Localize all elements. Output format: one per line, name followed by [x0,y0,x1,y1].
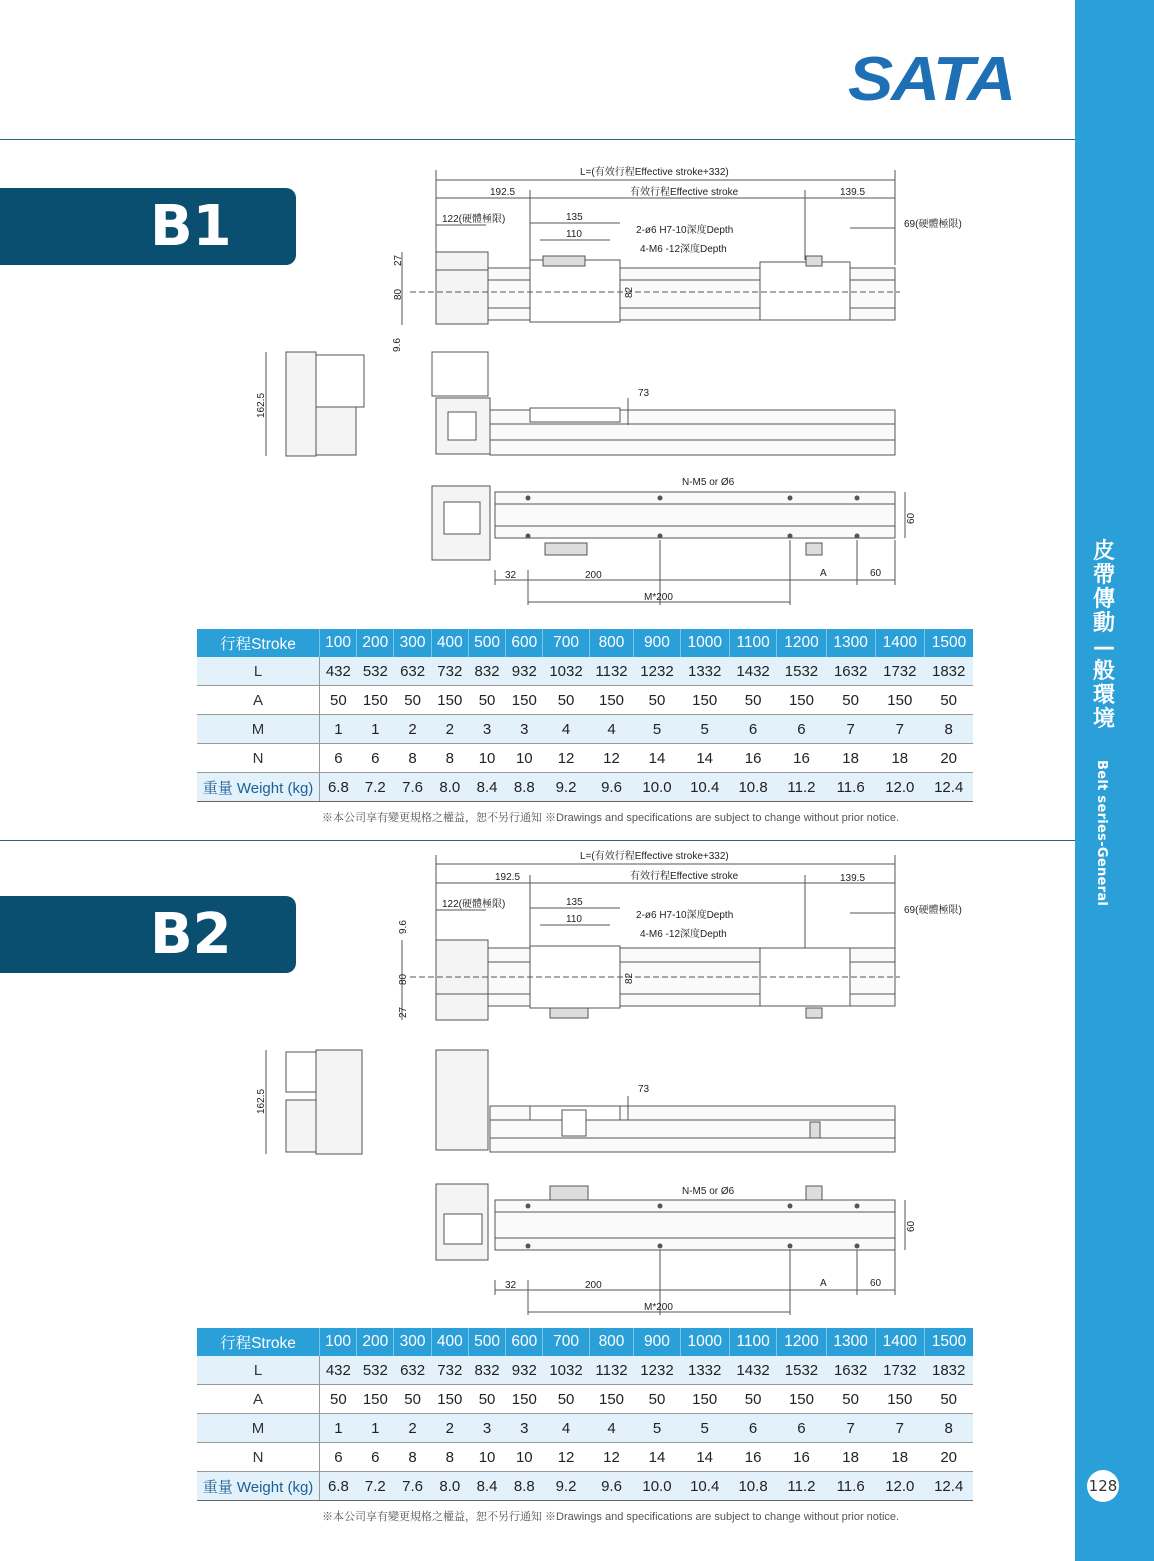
header-stroke-value: 600 [506,1328,543,1356]
table-cell: 1232 [634,1356,680,1385]
header-stroke-value: 1100 [729,1328,777,1356]
table-cell: 16 [777,744,826,773]
table-cell: 932 [506,1356,543,1385]
header-stroke-value: 1100 [729,629,777,657]
table-cell: 1032 [543,657,589,686]
table-row [197,657,973,686]
dim-60: 60 [870,1278,882,1289]
spec-table-b1 [197,629,973,802]
table-cell: 6 [357,1443,394,1472]
table-cell: 10 [468,1443,505,1472]
header-stroke-value: 700 [543,629,589,657]
table-cell: 50 [924,686,973,715]
table-cell: 6 [729,1414,777,1443]
dim-limit-right: 69(硬體極限) [904,905,962,916]
divider-middle [0,840,1075,841]
table-cell: 6 [777,715,826,744]
dim-total: L=(有效行程Effective stroke+332) [580,851,729,862]
table-cell: 150 [357,686,394,715]
dim-73: 73 [638,1084,650,1095]
dim-total: L=(有效行程Effective stroke+332) [580,167,729,178]
table-cell: 4 [543,715,589,744]
table-cell: 1432 [729,1356,777,1385]
table-cell: 8.4 [468,1472,505,1501]
table-cell: 1 [357,1414,394,1443]
header-stroke-value: 1000 [680,1328,729,1356]
header-stroke-value: 600 [506,629,543,657]
table-cell: 1232 [634,657,680,686]
table-cell: 10.0 [634,1472,680,1501]
table-cell: 1 [320,715,357,744]
table-cell: 8 [394,1443,431,1472]
table-cell: 7.2 [357,773,394,802]
table-cell: 6 [320,1443,357,1472]
dim-h80: 80 [398,973,409,985]
table-cell: 1032 [543,1356,589,1385]
table-cell: 1 [357,715,394,744]
dim-limit-left: 122(硬體極限) [442,899,506,910]
sidebar-char: 帶 [1092,563,1115,588]
dim-side-height: 162.5 [256,1088,267,1114]
table-cell: 11.6 [826,1472,875,1501]
table-cell: 150 [777,686,826,715]
table-cell: 5 [634,1414,680,1443]
table-row [197,1414,973,1443]
dim-32: 32 [505,570,517,581]
dim-side-height: 162.5 [256,392,267,418]
table-cell: 8.8 [506,773,543,802]
table-cell: 7.2 [357,1472,394,1501]
dim-w60: 60 [906,512,917,524]
dim-73: 73 [638,388,650,399]
header-stroke-value: 200 [357,629,394,657]
table-cell: 10 [506,1443,543,1472]
header-stroke-value: 1200 [777,1328,826,1356]
sidebar-char: 傳 [1092,587,1115,612]
table-cell: 6 [729,715,777,744]
disclaimer-note: ※本公司享有變更規格之權益，恕不另行通知 ※Drawings and specifications are subject to change without prior notice. [322,812,900,824]
table-row [197,1472,973,1501]
dim-right: 139.5 [840,187,866,198]
table-cell: 1632 [826,1356,875,1385]
table-cell: 50 [320,1385,357,1414]
dim-stroke: 有效行程Effective stroke [630,871,739,882]
table-cell: 4 [543,1414,589,1443]
sidebar-char: 皮 [1092,539,1115,564]
table-cell: 5 [634,715,680,744]
table-cell: 1132 [589,657,634,686]
header-stroke-value: 1000 [680,629,729,657]
table-row [197,744,973,773]
dim-stroke: 有效行程Effective stroke [630,187,739,198]
table-cell: 50 [634,1385,680,1414]
table-cell: 9.2 [543,1472,589,1501]
table-cell: 732 [431,1356,468,1385]
table-cell: 7 [826,1414,875,1443]
table-cell: 1732 [875,1356,924,1385]
table-cell: 7.6 [394,1472,431,1501]
table-cell: 1432 [729,657,777,686]
row-label: 重量 Weight (kg) [197,1472,320,1501]
dim-mount: N-M5 or Ø6 [682,477,735,488]
table-cell: 6 [777,1414,826,1443]
table-cell: 150 [777,1385,826,1414]
spec-table-b2 [197,1328,973,1501]
dim-limit-left: 122(硬體極限) [442,214,506,225]
divider-top [0,139,1075,140]
table-cell: 5 [680,1414,729,1443]
table-cell: 20 [924,1443,973,1472]
header-stroke-value: 900 [634,1328,680,1356]
dim-h9-6: 9.6 [392,338,403,352]
dim-m200: M*200 [644,592,673,603]
table-cell: 9.2 [543,773,589,802]
header-stroke-value: 300 [394,1328,431,1356]
table-cell: 10 [468,744,505,773]
table-cell: 1832 [924,657,973,686]
dim-h27: 27 [393,254,404,266]
dim-200: 200 [585,570,602,581]
table-cell: 8.8 [506,1472,543,1501]
header-stroke-value: 500 [468,1328,505,1356]
dim-slider-outer: 135 [566,897,583,908]
table-cell: 4 [589,715,634,744]
table-cell: 14 [634,1443,680,1472]
table-cell: 12 [589,1443,634,1472]
table-cell: 10.0 [634,773,680,802]
table-cell: 12.4 [924,773,973,802]
table-cell: 6.8 [320,1472,357,1501]
table-cell: 1532 [777,1356,826,1385]
table-cell: 16 [729,1443,777,1472]
table-cell: 16 [777,1443,826,1472]
table-cell: 150 [431,686,468,715]
table-cell: 9.6 [589,1472,634,1501]
table-cell: 14 [680,744,729,773]
table-cell: 8 [924,1414,973,1443]
table-cell: 50 [634,686,680,715]
table-row [197,715,973,744]
table-cell: 50 [468,1385,505,1414]
dim-h82: 82 [624,972,635,984]
table-cell: 2 [394,1414,431,1443]
table-cell: 2 [394,715,431,744]
table-cell: 8.4 [468,773,505,802]
table-cell: 50 [394,1385,431,1414]
table-cell: 8 [431,744,468,773]
table-cell: 7 [875,715,924,744]
table-row [197,1385,973,1414]
dim-hole1: 2-ø6 H7-10深度Depth [636,910,734,921]
table-cell: 11.2 [777,1472,826,1501]
table-cell: 5 [680,715,729,744]
table-cell: 8 [431,1443,468,1472]
table-cell: 10.8 [729,1472,777,1501]
table-cell: 1132 [589,1356,634,1385]
table-cell: 50 [826,1385,875,1414]
table-cell: 16 [729,744,777,773]
table-cell: 3 [468,715,505,744]
header-stroke-value: 1400 [875,1328,924,1356]
header-stroke-value: 500 [468,629,505,657]
table-cell: 150 [431,1385,468,1414]
dim-slider-outer: 135 [566,212,583,223]
table-cell: 9.6 [589,773,634,802]
row-label: N [197,1443,320,1472]
dim-limit-right: 69(硬體極限) [904,219,962,230]
row-label: L [197,1356,320,1385]
dim-h82: 82 [624,286,635,298]
header-stroke-value: 200 [357,1328,394,1356]
model-tag-b1: B1 [0,188,296,265]
table-cell: 3 [468,1414,505,1443]
table-cell: 150 [589,1385,634,1414]
table-cell: 832 [468,1356,505,1385]
table-header-row [197,1328,973,1356]
header-stroke-value: 400 [431,629,468,657]
header-stroke-label: 行程Stroke [197,1328,320,1356]
row-label: 重量 Weight (kg) [197,773,320,802]
table-cell: 50 [826,686,875,715]
dim-60: 60 [870,568,882,579]
header-stroke-value: 800 [589,629,634,657]
table-cell: 632 [394,657,431,686]
page-number: 128 [1087,1470,1119,1502]
table-cell: 1632 [826,657,875,686]
row-label: A [197,686,320,715]
table-cell: 6 [320,744,357,773]
table-cell: 150 [875,686,924,715]
table-cell: 11.2 [777,773,826,802]
dim-w60: 60 [906,1220,917,1232]
dim-a: A [820,1278,827,1289]
table-cell: 8 [924,715,973,744]
sata-logo [848,50,1014,104]
table-cell: 1332 [680,657,729,686]
table-cell: 12 [543,1443,589,1472]
table-cell: 6 [357,744,394,773]
table-cell: 432 [320,657,357,686]
table-cell: 4 [589,1414,634,1443]
table-cell: 8.0 [431,773,468,802]
table-cell: 12 [543,744,589,773]
table-cell: 6.8 [320,773,357,802]
table-cell: 532 [357,1356,394,1385]
table-cell: 150 [589,686,634,715]
dim-hole2: 4-M6 -12深度Depth [640,244,727,255]
sidebar-band [1075,0,1154,1561]
disclaimer-note: ※本公司享有變更規格之權益，恕不另行通知 ※Drawings and specifications are subject to change without prior notice. [322,1511,900,1523]
header-stroke-value: 800 [589,1328,634,1356]
table-row [197,686,973,715]
table-cell: 50 [543,1385,589,1414]
header-stroke-value: 1300 [826,629,875,657]
table-cell: 11.6 [826,773,875,802]
header-stroke-value: 1500 [924,1328,973,1356]
header-stroke-value: 1400 [875,629,924,657]
table-cell: 1732 [875,657,924,686]
table-cell: 1332 [680,1356,729,1385]
table-cell: 150 [506,1385,543,1414]
header-stroke-value: 100 [320,629,357,657]
header-stroke-label: 行程Stroke [197,629,320,657]
table-cell: 832 [468,657,505,686]
table-cell: 50 [729,686,777,715]
sidebar-char: — [1093,635,1115,660]
dim-left: 192.5 [495,872,521,883]
table-cell: 18 [875,1443,924,1472]
table-cell: 2 [431,1414,468,1443]
table-cell: 12.4 [924,1472,973,1501]
dim-mount: N-M5 or Ø6 [682,1186,735,1197]
table-cell: 532 [357,657,394,686]
sidebar-title-cn [1090,540,1118,732]
table-row [197,1356,973,1385]
table-cell: 1832 [924,1356,973,1385]
table-cell: 150 [506,686,543,715]
table-cell: 150 [875,1385,924,1414]
table-cell: 8 [394,744,431,773]
table-cell: 432 [320,1356,357,1385]
dim-right: 139.5 [840,873,866,884]
table-cell: 7 [875,1414,924,1443]
dim-hole2: 4-M6 -12深度Depth [640,929,727,940]
table-cell: 18 [875,744,924,773]
row-label: L [197,657,320,686]
table-cell: 150 [680,1385,729,1414]
table-cell: 50 [543,686,589,715]
table-cell: 50 [394,686,431,715]
dim-h27: 27 [398,1006,409,1018]
header-stroke-value: 900 [634,629,680,657]
table-cell: 932 [506,657,543,686]
table-row [197,1443,973,1472]
table-cell: 18 [826,1443,875,1472]
dim-h9-6: 9.6 [398,920,409,934]
header-stroke-value: 700 [543,1328,589,1356]
header-stroke-value: 1300 [826,1328,875,1356]
header-stroke-value: 1200 [777,629,826,657]
table-cell: 50 [924,1385,973,1414]
header-stroke-value: 1500 [924,629,973,657]
sidebar-char: 環 [1092,683,1115,708]
sidebar-char: 境 [1092,707,1115,732]
header-stroke-value: 100 [320,1328,357,1356]
dim-left: 192.5 [490,187,516,198]
table-cell: 20 [924,744,973,773]
sidebar-title-en: Belt series-General [1094,760,1109,907]
table-cell: 10.8 [729,773,777,802]
dim-32: 32 [505,1280,517,1291]
sidebar-char: 般 [1092,659,1115,684]
table-cell: 10 [506,744,543,773]
table-cell: 150 [357,1385,394,1414]
dim-slider-inner: 110 [566,914,582,925]
row-label: M [197,1414,320,1443]
header-stroke-value: 400 [431,1328,468,1356]
model-tag-b2: B2 [0,896,296,973]
table-cell: 10.4 [680,1472,729,1501]
b2-technical-drawing [240,845,1000,1320]
table-cell: 18 [826,744,875,773]
table-cell: 12.0 [875,773,924,802]
sidebar-char: 動 [1092,611,1115,636]
table-row [197,773,973,802]
b1-technical-drawing [240,160,1000,610]
dim-slider-inner: 110 [566,229,582,240]
table-cell: 2 [431,715,468,744]
table-cell: 7.6 [394,773,431,802]
table-cell: 1532 [777,657,826,686]
row-label: N [197,744,320,773]
table-cell: 150 [680,686,729,715]
table-cell: 14 [634,744,680,773]
table-cell: 632 [394,1356,431,1385]
table-cell: 50 [729,1385,777,1414]
table-cell: 12 [589,744,634,773]
dim-a: A [820,568,827,579]
table-cell: 732 [431,657,468,686]
row-label: M [197,715,320,744]
table-cell: 50 [468,686,505,715]
header-stroke-value: 300 [394,629,431,657]
table-cell: 12.0 [875,1472,924,1501]
table-cell: 10.4 [680,773,729,802]
table-cell: 8.0 [431,1472,468,1501]
dim-200: 200 [585,1280,602,1291]
dim-hole1: 2-ø6 H7-10深度Depth [636,225,734,236]
dim-m200: M*200 [644,1302,673,1313]
table-cell: 14 [680,1443,729,1472]
table-cell: 3 [506,1414,543,1443]
table-header-row [197,629,973,657]
row-label: A [197,1385,320,1414]
table-cell: 1 [320,1414,357,1443]
table-cell: 3 [506,715,543,744]
logo-text: SATA [848,50,1014,104]
table-cell: 7 [826,715,875,744]
dim-h80: 80 [393,288,404,300]
table-cell: 50 [320,686,357,715]
